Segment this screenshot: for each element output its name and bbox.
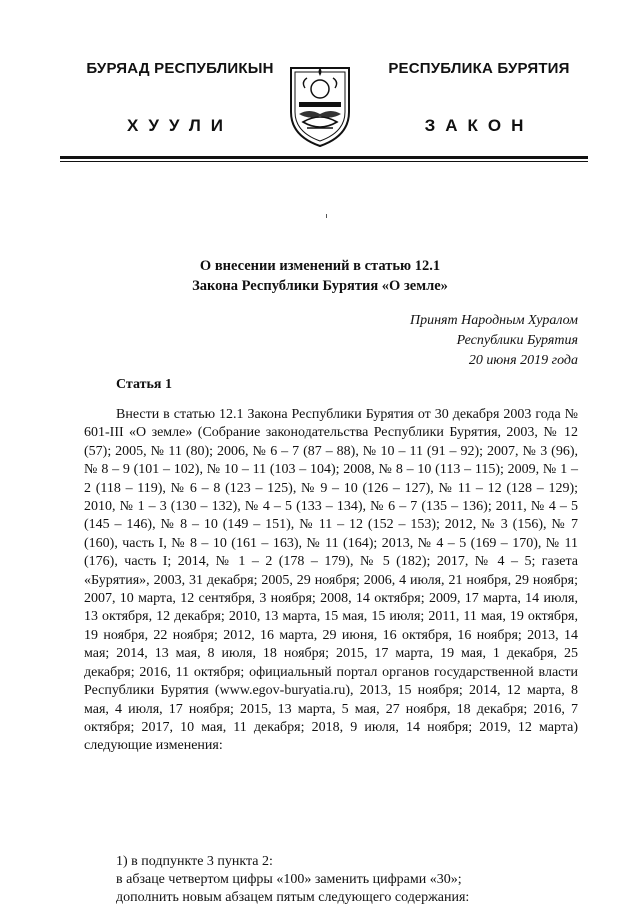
header-right-title: РЕСПУБЛИКА БУРЯТИЯ (388, 60, 570, 77)
header-divider-thin (60, 161, 588, 162)
amendment-item-3: дополнить новым абзацем пятым следующего содержания: (116, 890, 470, 905)
coat-of-arms-icon (285, 62, 355, 150)
law-title-line-2: Закона Республики Бурятия «О земле» (192, 278, 448, 294)
article-body-paragraph: Внести в статью 12.1 Закона Республики Бурятия от 30 декабря 2003 года № 601-III «О земле» (Собрание законодательства Республики Бурятия, 2003, № 12 (57); 2005, № 11 (80); 2006, № 6 – 7 (87 – 88), № 10 – 11 (91 – 92); 2007, № 3 (96), № 8 – 9 (101 – 102), № 10 – 11 (103 – 104); 2008, № 8 – 10 (113 – 115); 2009, № 1 – 2 (118 – 119), № 6 – 8 (123 – 125), № 9 – 10 (126 – 127), № 11 – 12 (128 – 129); 2010, № 1 – 3 (130 – 132), № 4 – 5 (133 – 134), № 6 – 7 (135 – 136); 2011, № 4 – 5 (145 – 146), № 8 – 10 (149 – 151), № 11 – 12 (152 – 153); 2012, № 3 (156), № 7 (160), часть I, № 8 – 10 (161 – 163), № 11 (164); 2013, № 4 – 5 (169 – 170), № 11 (176), часть I; 2014, № 1 – 2 (178 – 179), № 5 (182); 2017, № 4 – 5; газета «Бурятия», 2003, 31 декабря; 2005, 29 ноября; 2006, 4 июля, 21 ноября, 29 ноября; 2007, 10 марта, 12 сентября, 3 ноября; 2008, 14 октября; 2009, 17 марта, 14 июля, 13 октября, 12 декабря; 2010, 13 марта, 15 мая, 15 июля; 2011, 11 мая, 19 октября, 19 ноября, 22 ноября; 2012, 16 марта, 29 июня, 16 октября, 16 ноября; 2013, 14 мая; 2014, 13 мая, 8 июля, 18 ноября; 2015, 17 марта, 19 мая, 1 декабря, 25 декабря; 2016, 11 октября; официальный портал органов государственной власти Республики Бурятия (www.egov-buryatia.ru), 2013, 15 ноября; 2014, 12 марта, 8 мая, 4 июля, 17 ноября; 2015, 13 марта, 5 мая, 27 ноября, 18 декабря; 2016, 7 октября; 2017, 10 мая, 11 декабря; 2018, 9 июля, 14 ноября; 2019, 12 марта) следующие изменения: (84, 407, 578, 754)
adoption-note-line-1: Принят Народным Хуралом (409, 313, 578, 328)
header-left-title: БУРЯАД РЕСПУБЛИКЫН (86, 60, 274, 77)
header-divider-thick (60, 156, 588, 159)
article-heading: Статья 1 (116, 377, 172, 392)
adoption-note-line-3: 20 июня 2019 года (468, 353, 578, 368)
header-left-subtitle: ХУУЛИ (127, 116, 233, 135)
amendment-item-2: в абзаце четвертом цифры «100» заменить цифрами «30»; (116, 872, 462, 887)
adoption-note-line-2: Республики Бурятия (456, 333, 578, 348)
law-title (90, 256, 550, 296)
header-right-subtitle: ЗАКОН (424, 116, 534, 135)
amendment-item-1: 1) в подпункте 3 пункта 2: (116, 854, 273, 869)
scan-mark (326, 214, 327, 218)
adoption-note (330, 311, 578, 371)
law-title-line-1: О внесении изменений в статью 12.1 (199, 258, 441, 274)
